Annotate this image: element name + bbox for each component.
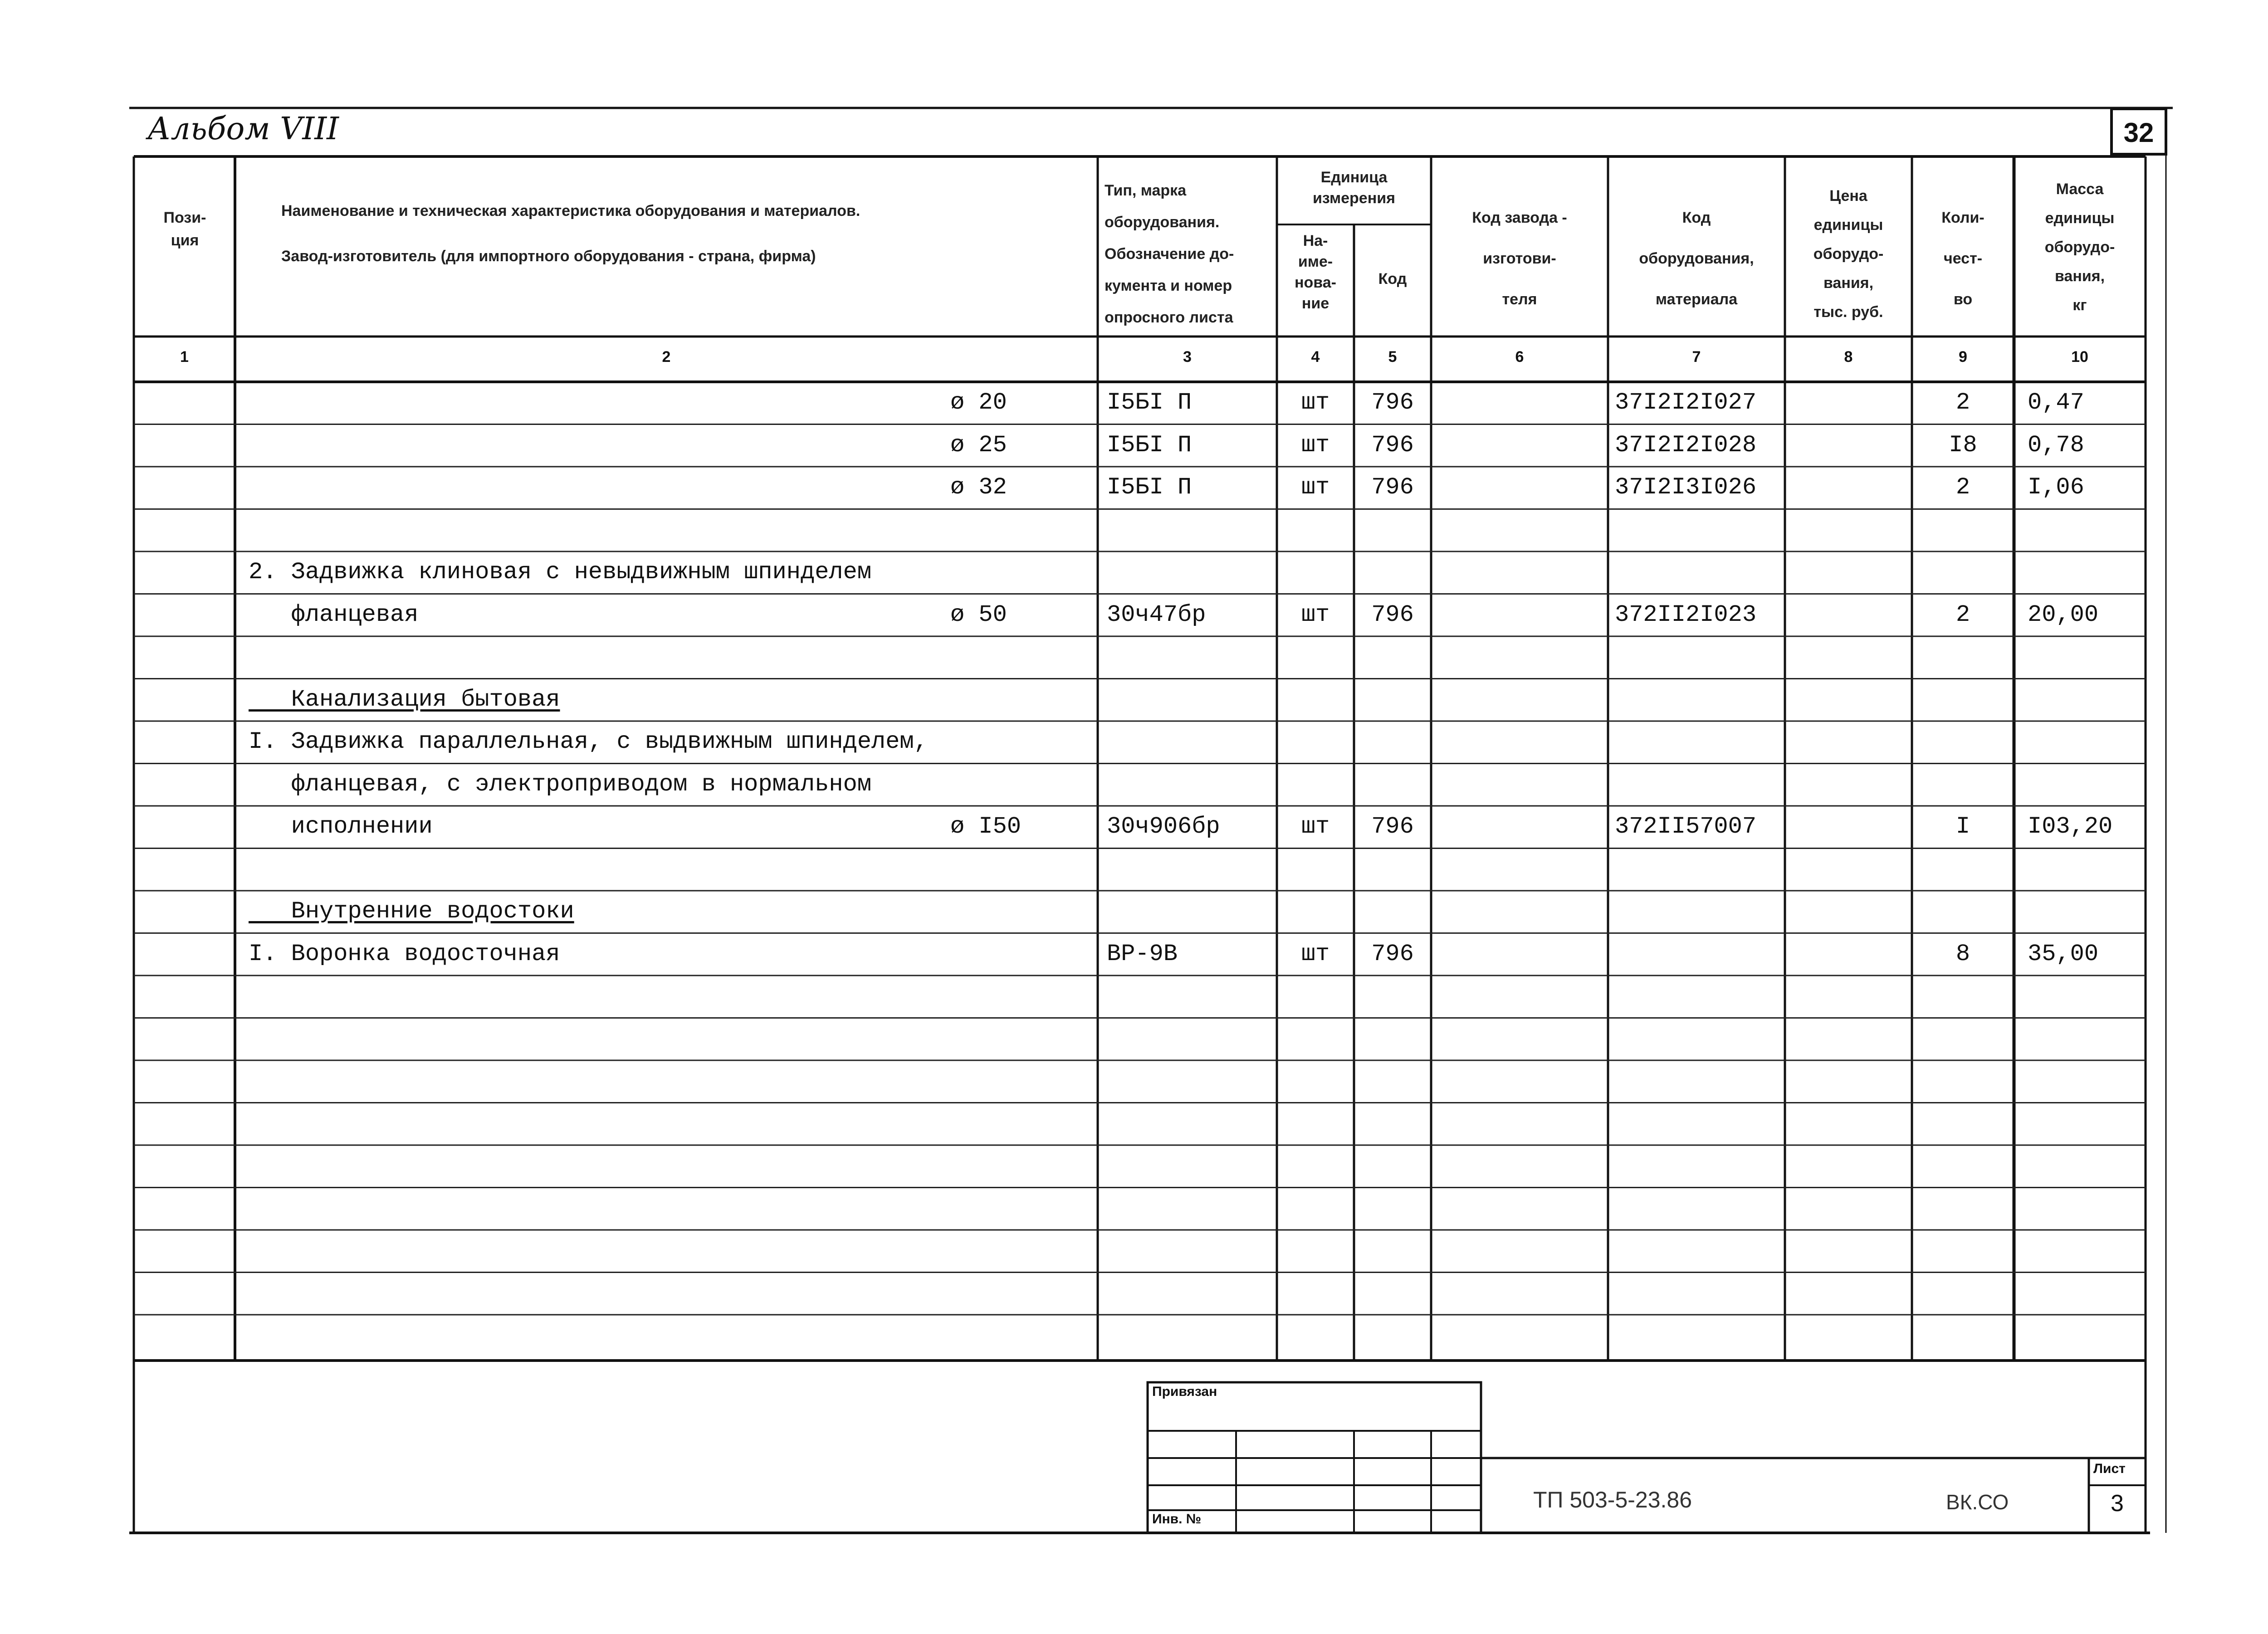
cell-mass: I03,20 [2028,813,2113,840]
cell-mass: 20,00 [2028,601,2099,628]
cell-diameter: ø 32 [950,474,1007,501]
cell-diameter: ø 25 [950,431,1007,458]
cell-type: ВР-9В [1107,940,1178,967]
stamp-sheet-number: 3 [2111,1490,2124,1517]
column-number: 8 [1844,348,1853,366]
cell-equipment-code: 37I2I2I027 [1615,389,1757,416]
cell-unit: шт [1301,940,1330,967]
stamp-doc-code: ТП 503-5-23.86 [1533,1487,1692,1512]
cell-name: исполнении [249,813,433,840]
cell-name: фланцевая [249,601,419,628]
cell-diameter: ø 50 [950,601,1007,628]
column-number: 7 [1692,348,1701,366]
cell-mass: I,06 [2028,474,2084,501]
column-number: 4 [1311,348,1320,366]
stamp-sheet-label: Лист [2093,1461,2126,1476]
column-number: 2 [662,348,671,366]
column-number: 5 [1388,348,1397,366]
cell-unit-code: 796 [1371,389,1414,416]
column-number: 10 [2071,348,2088,366]
header-name: Наименование и техническая характеристика оборудования и материалов. Завод-изготовитель (для импортного оборудования - страна, фирма) [281,202,860,265]
cell-unit-code: 796 [1371,601,1414,628]
cell-mass: 0,78 [2028,431,2084,458]
stamp-doc-section: ВК.СО [1946,1490,2009,1514]
cell-type: I5БI П [1107,389,1192,416]
cell-type: I5БI П [1107,431,1192,458]
cell-quantity: 2 [1955,474,1970,501]
cell-quantity: 2 [1955,389,1970,416]
cell-mass: 0,47 [2028,389,2084,416]
cell-quantity: 8 [1955,940,1970,967]
cell-unit-code: 796 [1371,431,1414,458]
cell-unit: шт [1301,389,1330,416]
cell-name: Внутренние водостоки [249,898,574,925]
header-price: Цена единицы оборудо- вания, тыс. руб. [1813,187,1884,321]
cell-name: фланцевая, с электроприводом в нормальном [249,771,872,798]
cell-quantity: 2 [1955,601,1970,628]
cell-type: 30ч47бр [1107,601,1206,628]
cell-unit: шт [1301,813,1330,840]
album-label: Альбом VIII [147,111,339,147]
cell-diameter: ø 20 [950,389,1007,416]
header-factory-code: Код завода - изготови- теля [1472,209,1567,308]
header-equipment-code: Код оборудования, материала [1639,209,1754,308]
cell-unit-code: 796 [1371,474,1414,501]
header-unit-code: Код [1378,270,1407,288]
cell-unit-code: 796 [1371,940,1414,967]
stamp-attached-label: Привязан [1152,1384,1217,1399]
header-unit-group: Единица измерения [1313,169,1395,207]
cell-quantity: I [1955,813,1970,840]
cell-name: 2. Задвижка клиновая с невыдвижным шпинделем [249,559,872,585]
cell-equipment-code: 37I2I2I028 [1615,431,1757,458]
cell-equipment-code: 372II2I023 [1615,601,1757,628]
cell-unit: шт [1301,601,1330,628]
cell-name: I. Воронка водосточная [249,940,560,967]
column-number: 1 [180,348,189,366]
cell-unit-code: 796 [1371,813,1414,840]
column-number: 6 [1515,348,1524,366]
stamp-inv-label: Инв. № [1152,1512,1202,1527]
header-position: Пози- ция [163,209,206,249]
cell-type: 30ч906бр [1107,813,1220,840]
page-number: 32 [2123,117,2154,148]
cell-type: I5БI П [1107,474,1192,501]
cell-mass: 35,00 [2028,940,2099,967]
cell-diameter: ø I50 [950,813,1022,840]
cell-unit: шт [1301,474,1330,501]
cell-unit: шт [1301,431,1330,458]
cell-equipment-code: 37I2I3I026 [1615,474,1757,501]
cell-name: I. Задвижка параллельная, с выдвижным шпинделем, [249,728,928,755]
cell-equipment-code: 372II57007 [1615,813,1757,840]
header-type: Тип, марка оборудования. Обозначение до- кумента и номер опросного листа [1105,182,1234,326]
cell-quantity: I8 [1949,431,1977,458]
header-quantity: Коли- чест- во [1941,209,1984,308]
column-number: 3 [1183,348,1192,366]
header-unit-name: На- име- нова- ние [1295,232,1336,312]
column-number: 9 [1959,348,1967,366]
cell-name: Канализация бытовая [249,686,560,713]
header-mass: Масса единицы оборудо- вания, кг [2044,180,2115,314]
